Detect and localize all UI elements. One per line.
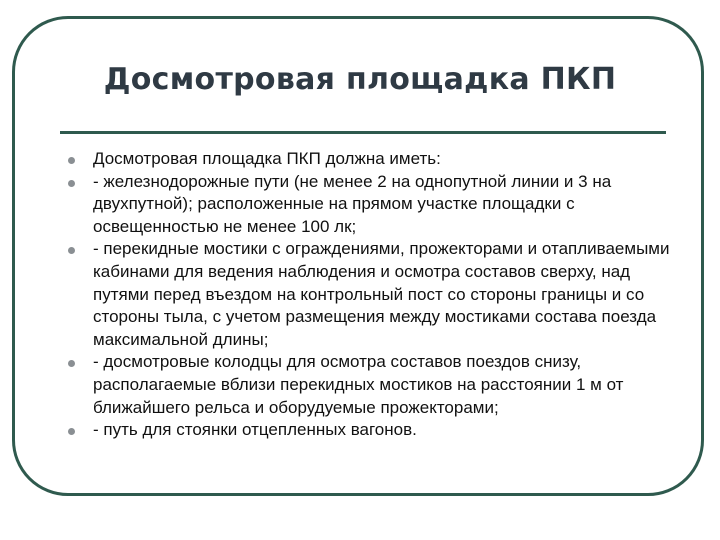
list-item-text: - досмотровые колодцы для осмотра составов поездов снизу, располагаемые вблизи перекидных мостиков на расстоянии 1 м от ближайшего рельса и оборудуемые прожекторами; xyxy=(93,352,624,417)
list-item xyxy=(60,148,670,171)
bullet-dot-icon xyxy=(68,157,75,164)
list-item xyxy=(60,238,670,351)
bullet-dot-icon xyxy=(68,428,75,435)
list-item-text: - перекидные мостики с ограждениями, прожекторами и отапливаемыми кабинами для ведения наблюдения и осмотра составов сверху, над путями перед въездом на контрольный пост со стороны границы и со стороны тыла, с учетом размещения между мостиками состава поезда максимальной длины; xyxy=(93,239,670,349)
bullet-dot-icon xyxy=(68,247,75,254)
list-item-text: Досмотровая площадка ПКП должна иметь: xyxy=(93,149,441,168)
list-item-text: - путь для стоянки отцепленных вагонов. xyxy=(93,420,417,440)
list-item xyxy=(60,419,670,442)
bullet-dot-icon xyxy=(68,360,75,367)
list-item xyxy=(60,351,670,419)
bullet-list xyxy=(60,148,670,442)
bullet-dot-icon xyxy=(68,180,75,187)
title-divider xyxy=(60,131,666,134)
list-item xyxy=(60,171,670,239)
slide-title: Досмотровая площадка ПКП xyxy=(103,62,617,97)
list-item-text: - железнодорожные пути (не менее 2 на однопутной линии и 3 на двухпутной); расположенные на прямом участке площадки с освещенностью не менее 100 лк; xyxy=(93,171,612,236)
